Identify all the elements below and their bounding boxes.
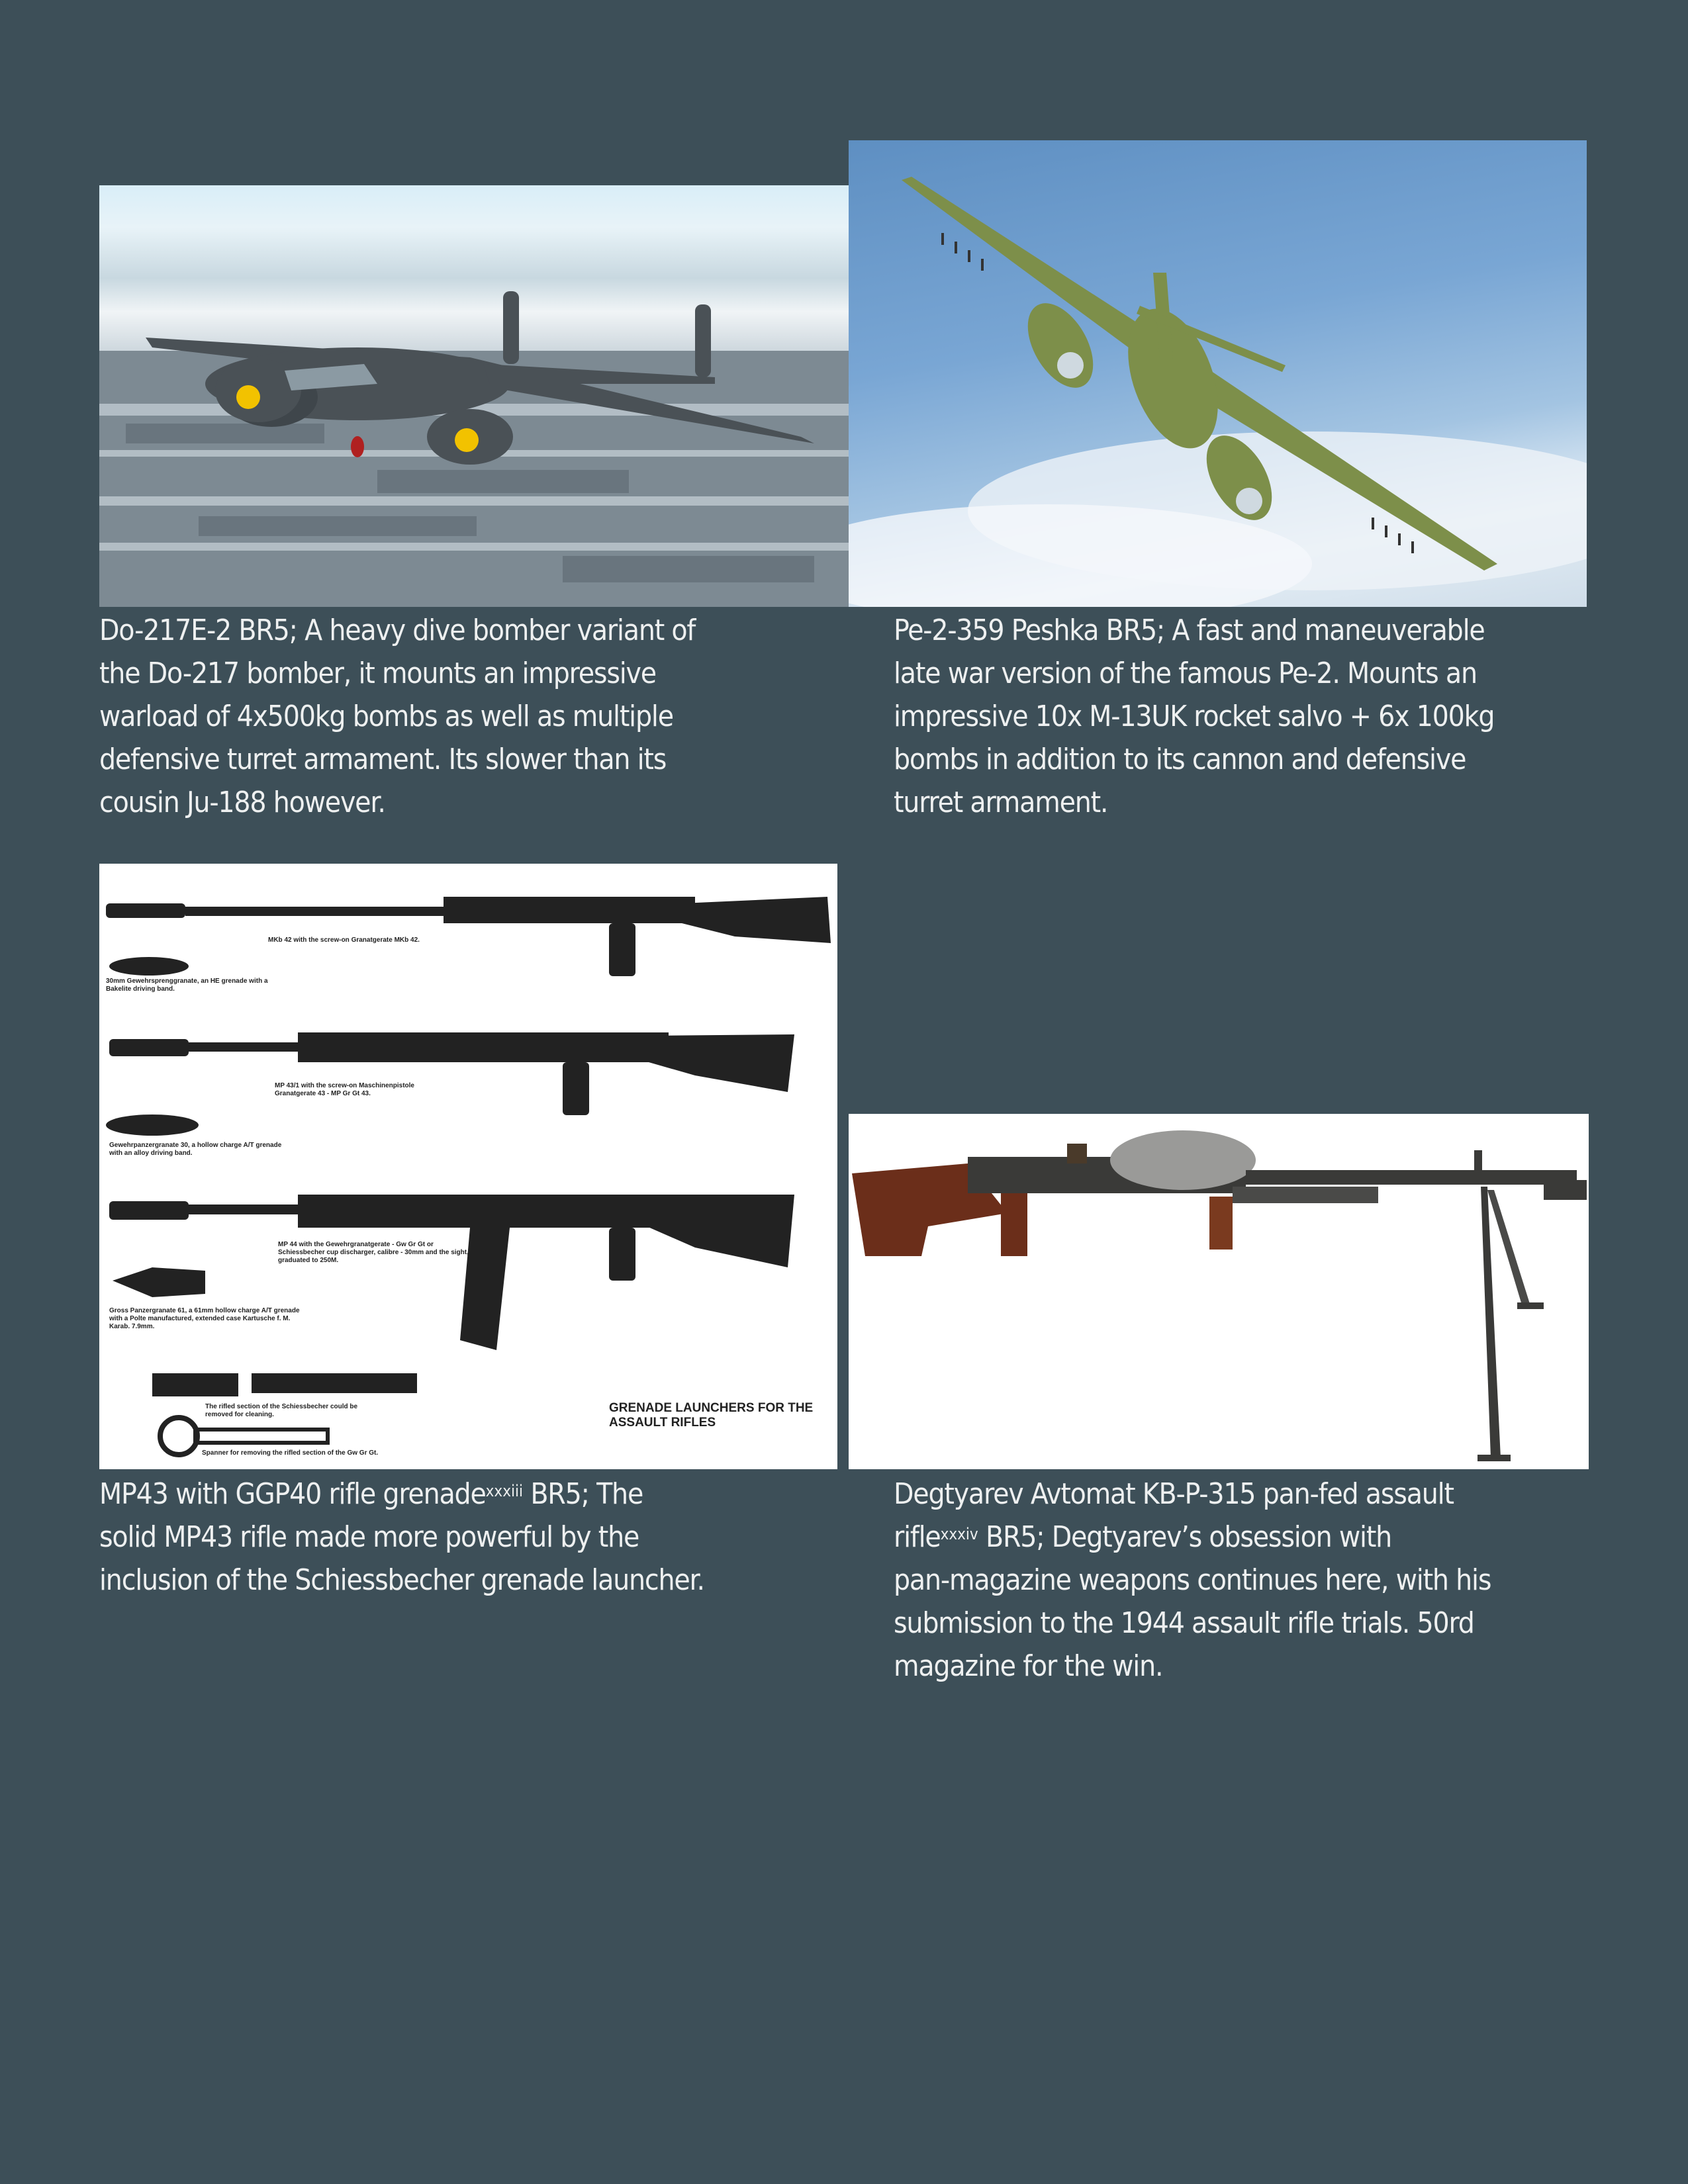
footnote-marker[interactable]: xxxiii <box>485 1482 523 1500</box>
caption-line: the Do-217 bomber, it mounts an impressive <box>99 657 656 690</box>
diagram-label: MP 44 with the Gewehrgranatgerate - Gw Gr Gt or Schiessbecher cup discharger, calibre - 30mm and the sight, graduated to 250M. <box>278 1241 469 1264</box>
diagram-label: Gross Panzergranate 61, a 61mm hollow charge A/T grenade with a Polte manufactured, extended case Kartusche f. M. Karab. 7.9mm. <box>109 1307 300 1330</box>
diagram-label: Gewehrpanzergranate 30, a hollow charge A/T grenade with an alloy driving band. <box>109 1142 282 1157</box>
pe2-illustration <box>849 140 1587 607</box>
caption-line: inclusion of the Schiessbecher grenade launcher. <box>99 1563 704 1597</box>
mp43-caption <box>99 1473 861 1602</box>
pe2-bomber-image <box>849 140 1587 607</box>
diagram-title-line: ASSAULT RIFLES <box>609 1416 716 1430</box>
degtyarev-caption <box>894 1473 1622 1688</box>
caption-line <box>894 1516 1622 1559</box>
caption-line: Pe-2-359 Peshka BR5; A fast and maneuverable <box>894 614 1485 647</box>
do217-illustration <box>99 185 849 607</box>
caption-line: late war version of the famous Pe-2. Mounts an <box>894 657 1477 690</box>
diagram-label: MKb 42 with the screw-on Granatgerate MKb 42. <box>268 936 420 944</box>
caption-line: turret armament. <box>894 786 1108 819</box>
caption-line: warload of 4x500kg bombs as well as multiple <box>99 700 673 733</box>
rifles-illustration <box>99 864 837 1469</box>
degtyarev-rifle-image <box>849 1114 1589 1469</box>
diagram-label: MP 43/1 with the screw-on Maschinenpistole Granatgerate 43 - MP Gr Gt 43. <box>275 1082 414 1097</box>
caption-line: impressive 10x M-13UK rocket salvo + 6x 100kg <box>894 700 1495 733</box>
diagram-title-line: GRENADE LAUNCHERS FOR THE <box>609 1401 814 1415</box>
do217-caption <box>99 609 861 824</box>
caption-text: BR5; The <box>522 1477 643 1511</box>
caption-line <box>99 1473 861 1516</box>
degtyarev-illustration <box>849 1114 1589 1469</box>
caption-line: defensive turret armament. Its slower than its <box>99 743 667 776</box>
caption-text: MP43 with GGP40 rifle grenade <box>99 1477 486 1511</box>
caption-text: BR5; Degtyarev’s obsession with <box>978 1520 1392 1554</box>
caption-text: rifle <box>894 1520 941 1554</box>
caption-line: magazine for the win. <box>894 1649 1163 1683</box>
caption-line: submission to the 1944 assault rifle trials. 50rd <box>894 1606 1474 1640</box>
caption-line: bombs in addition to its cannon and defensive <box>894 743 1466 776</box>
caption-line: cousin Ju-188 however. <box>99 786 385 819</box>
do217-bomber-image <box>99 185 849 607</box>
caption-line: solid MP43 rifle made more powerful by the <box>99 1520 639 1554</box>
diagram-label: Spanner for removing the rifled section of the Gw Gr Gt. <box>202 1449 379 1457</box>
diagram-label: 30mm Gewehrsprenggranate, an HE grenade with a Bakelite driving band. <box>106 978 268 993</box>
caption-line: Degtyarev Avtomat KB-P-315 pan-fed assault <box>894 1477 1454 1511</box>
caption-line: pan-magazine weapons continues here, with his <box>894 1563 1491 1597</box>
footnote-marker[interactable]: xxxiv <box>940 1525 978 1543</box>
diagram-label: The rifled section of the Schiessbecher could be removed for cleaning. <box>205 1403 358 1418</box>
grenade-launcher-diagram <box>99 864 837 1469</box>
pe2-caption <box>894 609 1622 824</box>
caption-line: Do-217E-2 BR5; A heavy dive bomber variant of <box>99 614 696 647</box>
diagram-title <box>609 1401 813 1430</box>
